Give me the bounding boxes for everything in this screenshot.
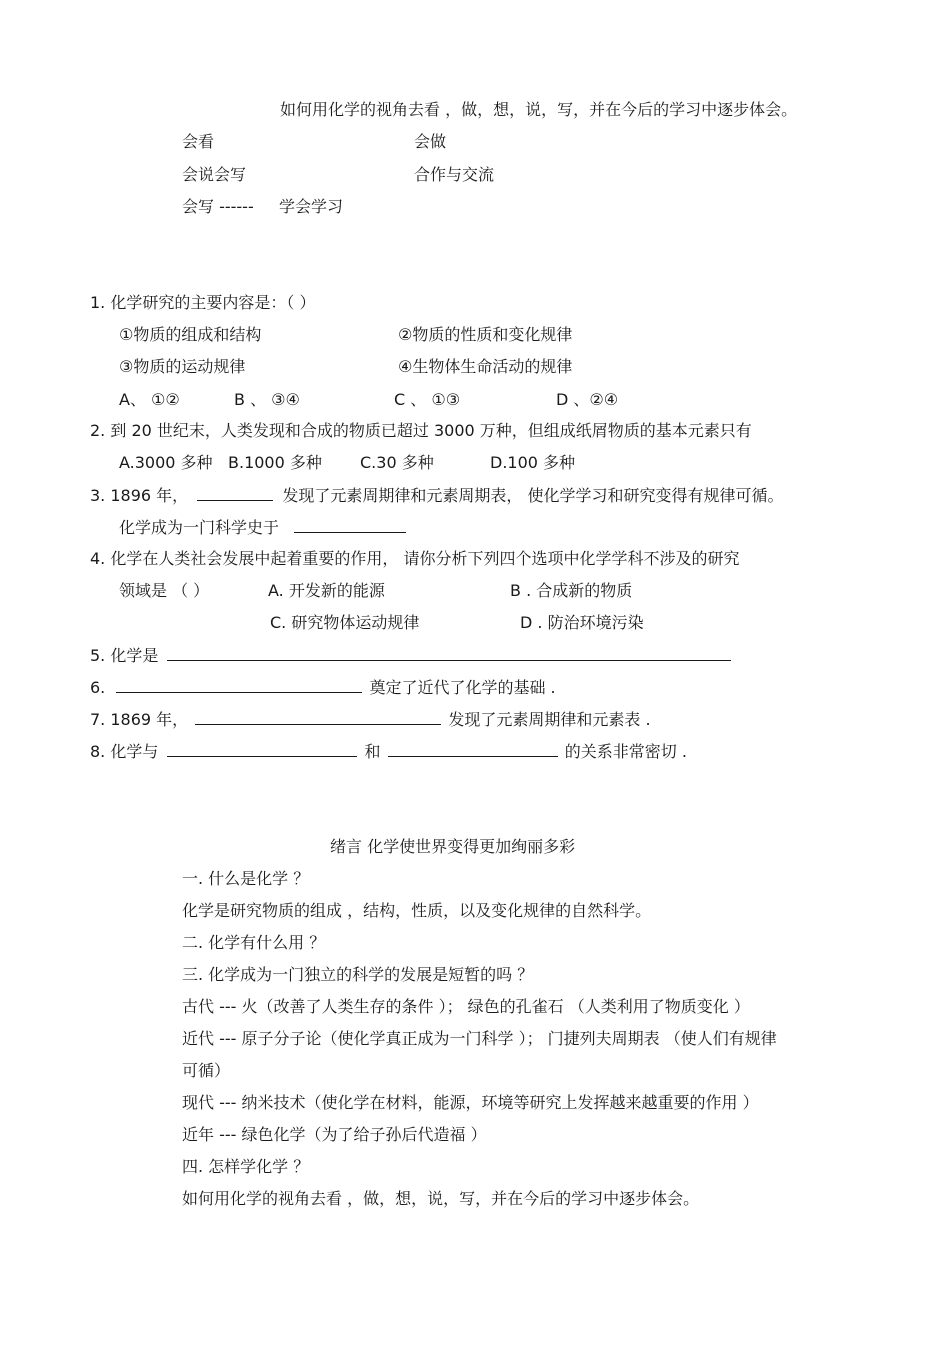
q3-line2: [119, 516, 406, 538]
q3-blank-1[interactable]: [197, 484, 273, 501]
q1-answer-a: A、 ①②: [119, 390, 180, 409]
q3-blank-2[interactable]: [294, 516, 406, 533]
q6-blank[interactable]: [116, 676, 362, 693]
q1-answer-c: C 、 ①③: [394, 390, 461, 409]
q8-mid: 和: [364, 742, 381, 761]
q1-stem: 1. 化学研究的主要内容是：（ ）: [90, 293, 316, 312]
notes-line-9: 近年 --- 绿色化学（为了给子孙后代造福 ）: [182, 1125, 487, 1144]
q8-line: [90, 740, 687, 762]
notes-line-11: 如何用化学的视角去看 ，做，想，说，写，并在今后的学习中逐步体会。: [182, 1189, 700, 1208]
intro-item-learn: 学会学习: [279, 197, 344, 216]
q2-answer-d: D.100 多种: [490, 453, 576, 472]
notes-line-1: 一. 什么是化学 ？: [182, 869, 310, 888]
intro-item-cooperate: 合作与交流: [414, 165, 495, 184]
q6-label: 6.: [90, 678, 106, 697]
q3-line2-text: 化学成为一门科学史于: [119, 518, 280, 537]
notes-line-3: 二. 化学有什么用 ？: [182, 933, 326, 952]
q3-stem: [90, 484, 783, 506]
q1-option-1: ①物质的组成和结构: [119, 325, 262, 344]
q5-label: 5. 化学是: [90, 646, 159, 665]
notes-line-10: 四. 怎样学化学 ？: [182, 1157, 310, 1176]
notes-line-5: 古代 --- 火（改善了人类生存的条件 ）； 绿色的孔雀石 （人类利用了物质变化 ）: [182, 997, 750, 1016]
q7-blank[interactable]: [195, 708, 441, 725]
q6-line: [90, 676, 556, 698]
q5-blank[interactable]: [167, 644, 731, 661]
intro-line: 如何用化学的视角去看 ，做，想，说，写，并在今后的学习中逐步体会。: [280, 100, 798, 119]
q1-answer-b: B 、 ③④: [234, 390, 300, 409]
notes-line-7: 可循）: [182, 1061, 231, 1080]
intro-item-watch: 会看: [182, 132, 215, 151]
q2-answer-b: B.1000 多种: [228, 453, 322, 472]
q8-blank-1[interactable]: [167, 740, 357, 757]
intro-item-do: 会做: [414, 132, 447, 151]
notes-line-6: 近代 --- 原子分子论（使化学真正成为一门科学 ）； 门捷列夫周期表 （使人们有规律: [182, 1029, 777, 1048]
notes-title: 绪言 化学使世界变得更加绚丽多彩: [330, 837, 576, 856]
q2-answer-a: A.3000 多种: [119, 453, 213, 472]
q1-option-4: ④生物体生命活动的规律: [398, 357, 573, 376]
q7-line: [90, 708, 651, 730]
q7-suffix: 发现了元素周期律和元素表 .: [448, 710, 651, 729]
q1-option-3: ③物质的运动规律: [119, 357, 246, 376]
notes-line-2: 化学是研究物质的组成 ，结构，性质，以及变化规律的自然科学。: [182, 901, 652, 920]
q4-option-a: A. 开发新的能源: [268, 581, 385, 600]
q3-stem-a: 3. 1896 年，: [90, 486, 189, 505]
q6-suffix: 奠定了近代了化学的基础 .: [369, 678, 556, 697]
q4-option-c: C. 研究物体运动规律: [270, 613, 420, 632]
q4-option-b: B . 合成新的物质: [510, 581, 633, 600]
q8-label: 8. 化学与: [90, 742, 159, 761]
q3-stem-b: 发现了元素周期律和元素周期表， 使化学学习和研究变得有规律可循。: [282, 486, 784, 505]
q2-answer-c: C.30 多种: [360, 453, 434, 472]
notes-line-8: 现代 --- 纳米技术（使化学在材料，能源，环境等研究上发挥越来越重要的作用 ）: [182, 1093, 759, 1112]
q4-line2: 领域是 （ ）: [119, 581, 210, 600]
q5-line: [90, 644, 731, 666]
q4-stem: 4. 化学在人类社会发展中起着重要的作用， 请你分析下列四个选项中化学学科不涉及的研究: [90, 549, 740, 568]
q8-blank-2[interactable]: [388, 740, 558, 757]
notes-line-4: 三. 化学成为一门独立的科学的发展是短暂的吗 ？: [182, 965, 534, 984]
q2-stem: 2. 到 20 世纪末，人类发现和合成的物质已超过 3000 万种，但组成纸屑物质的基本元素只有: [90, 421, 752, 440]
q1-option-2: ②物质的性质和变化规律: [398, 325, 573, 344]
intro-item-speak-write: 会说会写: [182, 165, 247, 184]
q8-suffix: 的关系非常密切 .: [564, 742, 687, 761]
intro-item-write: 会写 ------: [182, 197, 254, 216]
q1-answer-d: D 、②④: [556, 390, 619, 409]
q7-label: 7. 1869 年，: [90, 710, 189, 729]
q4-option-d: D . 防治环境污染: [520, 613, 644, 632]
